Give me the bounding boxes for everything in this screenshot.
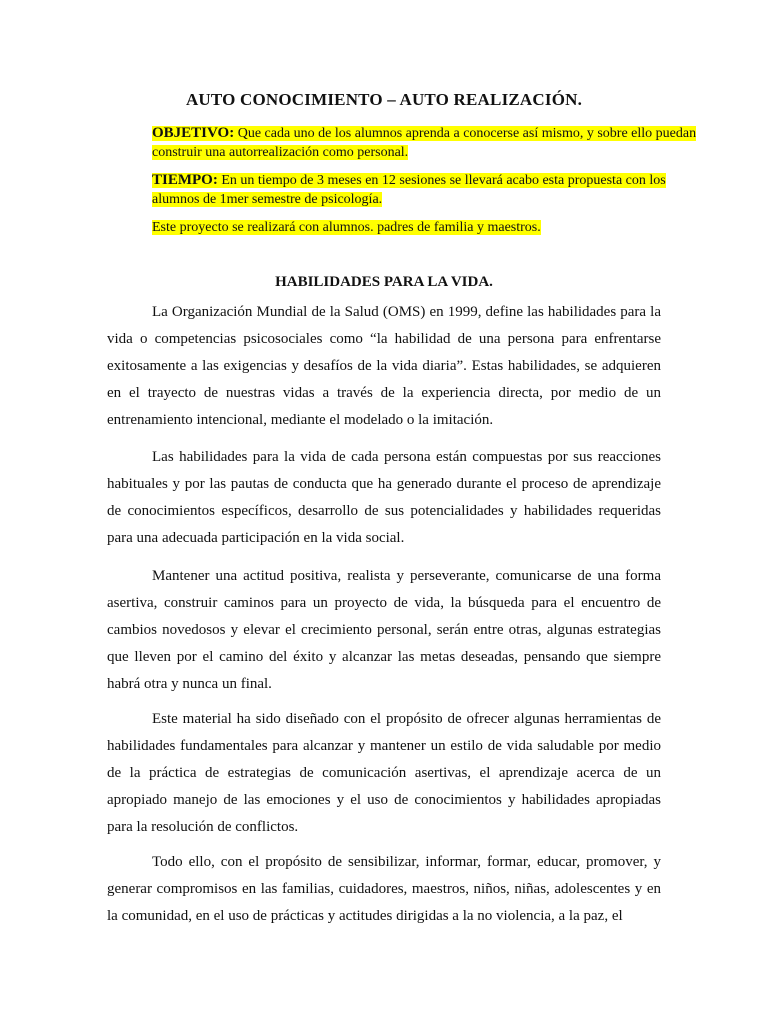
paragraph-2: Las habilidades para la vida de cada persona están compuestas por sus reacciones habituales y por las pautas de conducta que ha generado durante el proceso de aprendizaje de conocimientos específicos, desarrollo de sus potencialidades y habilidades requeridas para una adecuada participación en la vida social. [107,449,661,546]
tiempo-block [107,171,708,209]
tiempo-label: TIEMPO: [152,172,218,188]
paragraph-5: Todo ello, con el propósito de sensibilizar, informar, formar, educar, promover, y generar compromisos en las familias, cuidadores, maestros, niños, niñas, adolescentes y en la comunidad, en el uso de prácticas y actitudes dirigidas a la no violencia, a la paz, el [107,854,661,924]
section-title: HABILIDADES PARA LA VIDA. [275,274,493,290]
document-title: AUTO CONOCIMIENTO – AUTO REALIZACIÓN. [185,90,583,109]
proyecto-block [107,218,708,237]
objetivo-block [107,124,708,162]
paragraph-4: Este material ha sido diseñado con el propósito de ofrecer algunas herramientas de habilidades fundamentales para alcanzar y mantener un estilo de vida saludable por medio de la práctica de estrategias de comunicación asertivas, el aprendizaje acerca de un apropiado manejo de las emociones y el uso de conocimientos y habilidades apropiadas para la resolución de conflictos. [107,711,661,835]
proyecto-text: Este proyecto se realizará con alumnos. padres de familia y maestros. [152,220,541,235]
paragraph-1: La Organización Mundial de la Salud (OMS) en 1999, define las habilidades para la vida o competencias psicosociales como “la habilidad de una persona para enfrentarse exitosamente a las exigencias y desafíos de la vida diaria”. Estas habilidades, se adquieren en el trayecto de nuestras vidas a través de la experiencia directa, por medio de un entrenamiento intencional, mediante el modelado o la imitación. [107,304,661,428]
paragraph-3: Mantener una actitud positiva, realista y perseverante, comunicarse de una forma asertiva, construir caminos para un proyecto de vida, la búsqueda para el encuentro de cambios novedosos y elevar el crecimiento personal, serán entre otras, algunas estrategias que lleven por el camino del éxito y alcanzar las metas deseadas, pensando que siempre habrá otra y nunca un final. [107,568,661,692]
objetivo-text: Que cada uno de los alumnos aprenda a conocerse así mismo, y sobre ello puedan construir una autorrealización como personal. [152,126,697,160]
objetivo-label: OBJETIVO: [152,125,235,141]
tiempo-text: En un tiempo de 3 meses en 12 sesiones se llevará acabo esta propuesta con los alumnos de 1mer semestre de psicología. [152,173,666,207]
